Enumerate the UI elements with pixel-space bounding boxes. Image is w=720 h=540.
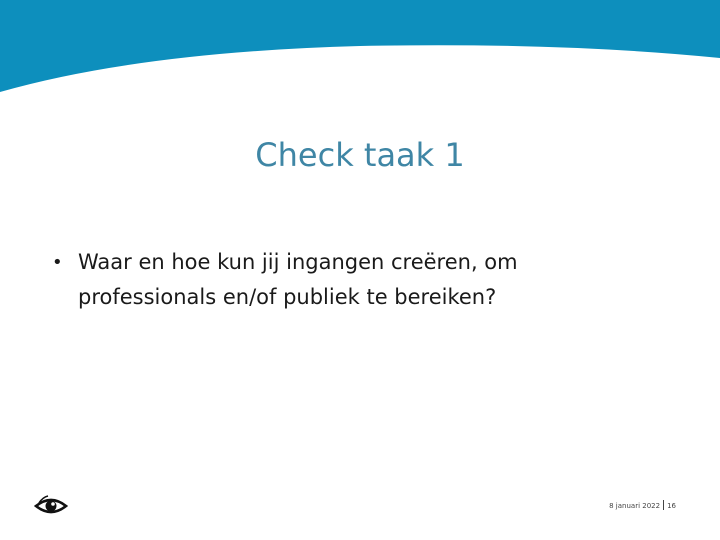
bullet-item [48,245,648,315]
eye-icon [34,494,68,518]
bullet-list [48,245,648,315]
footer-separator [663,500,664,510]
slide-title: Check taak 1 [255,136,465,174]
page-number: 16 [667,502,676,510]
footer [609,500,676,512]
bullet-icon: • [52,252,63,273]
bullet-text: Waar en hoe kun jij ingangen creëren, om professionals en/of publiek te bereiken? [78,250,518,309]
header-band [0,0,720,100]
footer-date: 8 januari 2022 [609,502,661,510]
